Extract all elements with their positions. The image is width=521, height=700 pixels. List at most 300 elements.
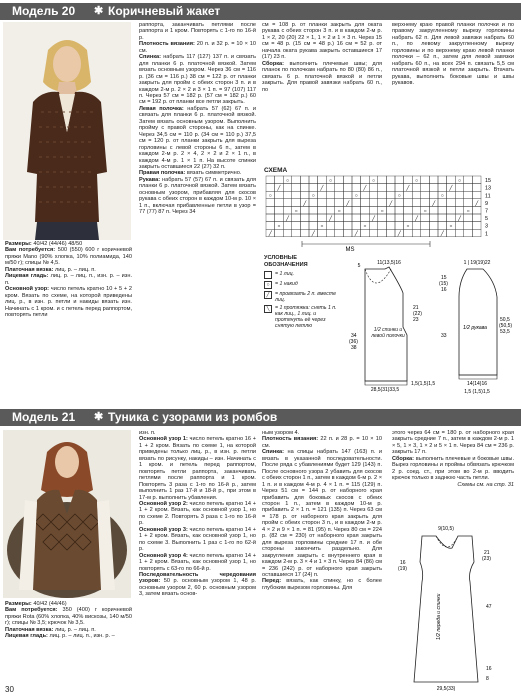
scheme-cell bbox=[283, 229, 292, 237]
scheme-symbol: ○ bbox=[294, 208, 298, 215]
scheme-cell bbox=[412, 206, 421, 214]
scheme-cell bbox=[335, 191, 344, 199]
scheme-symbol: ╱ bbox=[414, 216, 419, 222]
scheme-symbol: ○ bbox=[311, 193, 315, 200]
scheme-symbol: ╱ bbox=[346, 200, 350, 207]
m21-col3-p2: Спинка: на спицы набрать 147 (163) п. и вязать в указанной последовательности. После ряда с убавлениями будет 129 (143) п. После основного узора 2 убавить для скосов с обеих сторон 1 п., затем в каждом 6-м р. 2 × 1 п. и в каждом 4-м р. 4 × 1 п. = 115 (129) п. Через 51 см = 144 р. от наборного края прибавить для боковых скосов с обеих сторон 1 п., затем в каждом 10-м р. прибавить 2 × 1 п. = 121 (135) п. Через 63 см = 178 р. от наборного края закрыть для пройм с обеих сторон 3 п., и в каждом 2-м р. 4 × 2 и 9 × 1 п. = 81 (95) п. Через 80 см = 224 р. (82 см = 230) от наборного края закрыть для выреза горловины средние 17 п. и обе стороны закончить раздельно. Для закругления закрыть с внутреннего края в каждом 2-м р. 3 × 4 и 1 × 3 п. Через 84 (86) см = 236 (242) р. от наборного края закрыть оставшиеся 17 (24) п. bbox=[262, 449, 382, 578]
scheme-cell bbox=[472, 214, 481, 222]
model-20-header bbox=[0, 3, 521, 20]
scheme-cell bbox=[292, 214, 301, 222]
scheme-symbol: ○ bbox=[328, 178, 333, 184]
scheme-cell bbox=[369, 191, 378, 199]
yarn-over-icon: ○ bbox=[264, 281, 272, 289]
m21-col4-p1: Сборка: выполнить плечевые и боковые швы. Вырез горловины и проймы обвязать крючком 2 р. соед. ст., при этом во 2-м р. вводить крючок только в заднюю часть петли. bbox=[392, 455, 514, 482]
back-label: Спинка: bbox=[139, 54, 162, 61]
star-icon: ✱ bbox=[94, 5, 104, 17]
scheme-cell bbox=[326, 222, 335, 230]
scheme-cell bbox=[438, 184, 447, 192]
model-21-number: Модель 21 bbox=[12, 410, 76, 424]
scheme-cell bbox=[300, 214, 309, 222]
scheme-cell bbox=[464, 199, 473, 207]
sleeve-dim-15: 15 bbox=[441, 275, 447, 281]
scheme-cell bbox=[404, 191, 413, 199]
scheme-cell bbox=[404, 206, 413, 214]
m21-garter-value: лиц. р. – лиц. п. bbox=[54, 626, 96, 633]
k2tog-icon: ╱ bbox=[264, 291, 272, 299]
scheme-cell bbox=[266, 176, 275, 184]
scheme-cell bbox=[275, 199, 284, 207]
scheme-cell bbox=[292, 191, 301, 199]
scheme-cell bbox=[412, 222, 421, 230]
dim-34: 34 bbox=[351, 333, 357, 339]
sleeve-dim-16: 16 bbox=[441, 287, 447, 293]
knit-stitch-icon bbox=[264, 271, 272, 279]
scheme-chart bbox=[262, 174, 512, 254]
scheme-cell bbox=[300, 222, 309, 230]
scheme-cell bbox=[429, 214, 438, 222]
tunic-dim-width: 29,5(33) bbox=[436, 686, 456, 692]
scheme-cell bbox=[386, 191, 395, 199]
scheme-cell bbox=[464, 191, 473, 199]
scheme-symbol: ○ bbox=[380, 208, 384, 215]
scheme-cell bbox=[300, 206, 309, 214]
scheme-symbol: ○ bbox=[397, 193, 401, 200]
scheme-cell bbox=[412, 191, 421, 199]
scheme-cell bbox=[447, 176, 456, 184]
m21-sizes-value: 40/42 (44/46) bbox=[33, 601, 67, 607]
scheme-symbol: ╱ bbox=[406, 185, 410, 192]
scheme-cell bbox=[429, 206, 438, 214]
m21-sizes-label: Размеры: bbox=[5, 601, 32, 607]
scheme-cell bbox=[326, 184, 335, 192]
scheme-cell bbox=[464, 184, 473, 192]
yarn-value: 500 (550) 600 г коричневой пряжи Mano (90% хлопка, 10% полиамида, 140 м/50 г); спицы № 4,5. bbox=[5, 247, 132, 267]
sleeve-dim-width: 14(14)16 bbox=[466, 381, 488, 387]
stockinette-value: лиц. р. – лиц. п., изн. р. – изн. п. bbox=[5, 273, 132, 286]
scheme-cell bbox=[300, 184, 309, 192]
m21-col2-p2: Основной узор 2: число петель кратно 14 + 1 + 2 кром. Вязать, как основной узор 1, но по схеме 2. Повторять 3 раза с 1-го по 16-й р. bbox=[139, 500, 256, 527]
yarn-label: Вам потребуется: bbox=[5, 247, 56, 254]
tunic-dim-19: (19) bbox=[398, 566, 407, 572]
scheme-cell bbox=[421, 229, 430, 237]
sleeve-dim-top: 1 | 19(19)22 bbox=[463, 260, 491, 266]
tunic-schematic bbox=[392, 522, 517, 694]
tunic-dim-47: 47 bbox=[486, 604, 492, 610]
scheme-ms-label: MS bbox=[345, 247, 355, 253]
scheme-cell bbox=[369, 184, 378, 192]
scheme-cell bbox=[386, 222, 395, 230]
scheme-cell bbox=[283, 184, 292, 192]
scheme-symbol: ○ bbox=[320, 223, 324, 230]
model-20-number: Модель 20 bbox=[12, 4, 76, 18]
m21-col2-p4: Основной узор 4: число петель кратно 14 + 1 + 2 кром. Вязать, как основной узор 1, но повторять с 63-го по 66-й р. bbox=[139, 552, 256, 572]
left-front-value: набрать 57 (62) 67 п. и связать для планки 6 р. платочной вязкой. Затем вязать основным узором. Выполнить пройму с правой стороны, как на спинке. Через 34,5 см = 110 р. (34 см = 110 р.) 37,5 см = 120 р. от планки закрыть для выреза горловины с левой стороны 6 п., затем в каждом 2-м р. 2 × 4, 2 × 2 и 2 × 1 п., в каждом 4-м р. 1 × 1 п. На высоте спинки закрыть оставшиеся 22 (27) 32 п. bbox=[139, 105, 256, 170]
scheme-symbol: ○ bbox=[277, 223, 281, 230]
model-21-column-2 bbox=[139, 430, 256, 692]
scheme-cell bbox=[326, 229, 335, 237]
scheme-symbol: ╱ bbox=[363, 185, 367, 192]
model-20-column-1 bbox=[5, 241, 132, 398]
scheme-cell bbox=[292, 222, 301, 230]
scheme-symbol: ╱ bbox=[371, 216, 376, 222]
scheme-cell bbox=[472, 191, 481, 199]
scheme-cell bbox=[438, 206, 447, 214]
scheme-symbol: ○ bbox=[406, 223, 410, 230]
scheme-cell bbox=[455, 184, 464, 192]
scheme-cell bbox=[352, 214, 361, 222]
scheme-cell bbox=[326, 191, 335, 199]
scheme-cell bbox=[395, 222, 404, 230]
scheme-cell bbox=[283, 206, 292, 214]
scheme-cell bbox=[361, 199, 370, 207]
scheme-cell bbox=[283, 222, 292, 230]
sizes-label: Размеры: bbox=[5, 241, 32, 247]
scheme-cell bbox=[464, 222, 473, 230]
scheme-cell bbox=[429, 222, 438, 230]
m21-col3-p0: ным узором 4. bbox=[262, 430, 300, 436]
dim-5: 5 bbox=[357, 263, 361, 269]
scheme-symbol: ╱ bbox=[285, 216, 290, 222]
back-front-schematic bbox=[345, 257, 435, 397]
scheme-symbol: ○ bbox=[337, 208, 341, 215]
scheme-cell bbox=[309, 222, 318, 230]
scheme-cell bbox=[300, 229, 309, 237]
scheme-symbol: ○ bbox=[414, 178, 419, 184]
tunic-dim-16b: 16 bbox=[486, 666, 492, 672]
scheme-symbol: ○ bbox=[363, 223, 367, 230]
scheme-cell bbox=[412, 199, 421, 207]
scheme-cell bbox=[455, 206, 464, 214]
scheme-cell bbox=[378, 229, 387, 237]
scheme-cell bbox=[266, 184, 275, 192]
col2-text: раппорта, заканчивать петлями после раппорта и 1 кром. Повторять с 1-го по 16-й р. bbox=[139, 22, 256, 41]
tunic-label: 1/2 переда и спинки bbox=[436, 593, 442, 640]
scheme-cell bbox=[352, 184, 361, 192]
scheme-cell bbox=[352, 206, 361, 214]
scheme-cell bbox=[318, 199, 327, 207]
scheme-cell bbox=[447, 214, 456, 222]
m21-col2-p1: Основной узор 1: число петель кратно 16 + 1 + 2 кром. Вязать по схеме 1, на которой приведены только лиц. р., в изн. р. петли вязать по рисунку, накиды – изн. Начинать с 1 кром. и петель перед раппортом, повторять петли раппорта, заканчивать петлями после раппорта и 1 кром. Повторять 3 раза с 1-го по 16-й р., затем выполнить 1 раз 17-й и 18-й р., при этом в 17-м р. выполнить убавления. bbox=[139, 436, 256, 501]
dim-38: 38 bbox=[351, 345, 357, 351]
scheme-cell bbox=[429, 176, 438, 184]
star-icon: ✱ bbox=[94, 411, 104, 423]
sizes-value: 40/42 (44/46) 48/50 bbox=[33, 241, 83, 247]
scheme-cell bbox=[292, 199, 301, 207]
model-21-column-3 bbox=[262, 430, 382, 692]
scheme-cell bbox=[361, 191, 370, 199]
tunic-dim-8: 8 bbox=[486, 676, 489, 682]
density-value: 20 п. и 32 р. = 10 × 10 см. bbox=[139, 41, 256, 54]
scheme-cell bbox=[464, 214, 473, 222]
scheme-cell bbox=[438, 199, 447, 207]
m21-col3-p3: Перед: вязать, как спинку, но с более глубоким вырезом горловины. Для bbox=[262, 578, 382, 591]
dim-22: (22) bbox=[413, 311, 422, 317]
scheme-symbol: ╱ bbox=[268, 231, 272, 238]
m21-yarn-value: 350 (400) г коричневой пряжи Rota (60% хлопка, 40% вискозы, 140 м/50 г); спицы № 3,5; крючок № 3,5. bbox=[5, 607, 132, 627]
scheme-cell bbox=[361, 229, 370, 237]
scheme-symbol: ○ bbox=[466, 208, 470, 215]
scheme-row-label: 3 bbox=[485, 223, 488, 230]
scheme-symbol: ╱ bbox=[320, 185, 324, 192]
scheme-cell bbox=[343, 229, 352, 237]
scheme-cell bbox=[464, 176, 473, 184]
scheme-row-label: 5 bbox=[485, 216, 488, 223]
scheme-cell bbox=[404, 199, 413, 207]
scheme-row-label: 7 bbox=[485, 208, 488, 215]
scheme-cell bbox=[335, 222, 344, 230]
scheme-cell bbox=[335, 184, 344, 192]
scheme-cell bbox=[335, 199, 344, 207]
scheme-cell bbox=[395, 214, 404, 222]
scheme-cell bbox=[343, 191, 352, 199]
scheme-cell bbox=[378, 191, 387, 199]
scheme-cell bbox=[343, 184, 352, 192]
dim-15: 1,5(1,5)1,5 bbox=[411, 381, 435, 387]
sleeve-dim-band: 1,5 (1,5)1,5 bbox=[464, 389, 490, 395]
scheme-cell bbox=[447, 191, 456, 199]
scheme-cell bbox=[404, 176, 413, 184]
scheme-cell bbox=[326, 199, 335, 207]
scheme-cell bbox=[369, 199, 378, 207]
scheme-symbol: ○ bbox=[457, 178, 462, 184]
scheme-cell bbox=[343, 222, 352, 230]
scheme-cell bbox=[309, 184, 318, 192]
scheme-symbol: ○ bbox=[268, 193, 272, 200]
scheme-cell bbox=[326, 206, 335, 214]
scheme-cell bbox=[292, 176, 301, 184]
scheme-cell bbox=[378, 222, 387, 230]
m21-col2-p5: Последовательность чередования узоров: 50 р. основным узором 1, 48 р. основным узором 2, 60 р. основным узором 3, затем вязать основ- bbox=[139, 571, 256, 598]
sleeve-dim-15b: (15) bbox=[439, 281, 448, 287]
model-20-title: Коричневый жакет bbox=[108, 4, 221, 18]
model-20-column-4 bbox=[392, 22, 514, 162]
scheme-cell bbox=[386, 214, 395, 222]
scheme-symbol: ○ bbox=[354, 193, 358, 200]
scheme-cell bbox=[472, 206, 481, 214]
scheme-cell bbox=[404, 214, 413, 222]
scheme-cell bbox=[335, 229, 344, 237]
scheme-cell bbox=[300, 191, 309, 199]
scheme-cell bbox=[395, 176, 404, 184]
scheme-symbol: ╱ bbox=[328, 216, 333, 222]
scheme-symbol: ○ bbox=[285, 178, 290, 184]
scheme-cell bbox=[438, 176, 447, 184]
scheme-symbol: ╱ bbox=[303, 200, 307, 207]
scheme-cell bbox=[266, 199, 275, 207]
legend-item-2: = 1 накид bbox=[275, 281, 298, 287]
scheme-cell bbox=[275, 214, 284, 222]
scheme-cell bbox=[395, 199, 404, 207]
scheme-cell bbox=[412, 184, 421, 192]
scheme-cell bbox=[275, 191, 284, 199]
scheme-cell bbox=[335, 214, 344, 222]
scheme-cell bbox=[309, 199, 318, 207]
scheme-symbol: ╱ bbox=[440, 231, 444, 238]
m21-col3-p1: Плотность вязания: 22 п. и 28 р. = 10 × 10 см. bbox=[262, 436, 382, 449]
model-21-photo bbox=[3, 430, 131, 598]
dim-23: 23 bbox=[413, 317, 419, 323]
scheme-cell bbox=[378, 176, 387, 184]
scheme-cell bbox=[429, 191, 438, 199]
model-20-column-2 bbox=[139, 22, 256, 398]
scheme-cell bbox=[455, 229, 464, 237]
garter-value: лиц. р. – лиц. п. bbox=[54, 266, 96, 273]
scheme-cell bbox=[472, 229, 481, 237]
scheme-symbol: ╱ bbox=[397, 231, 401, 238]
scheme-cell bbox=[369, 206, 378, 214]
scheme-cell bbox=[429, 184, 438, 192]
scheme-cell bbox=[404, 229, 413, 237]
sleeve-schematic bbox=[437, 257, 519, 397]
scheme-cell bbox=[309, 176, 318, 184]
scheme-cell bbox=[292, 184, 301, 192]
m21-col4-p0: этого через 64 см = 180 р. от наборного края закрыть средние 7 п., затем в каждом 2-м р. 1 × 5, 1 × 3, 1 × 2 и 5 × 1 п. Через 84 см = 236 р. закрыть 17 п. bbox=[392, 430, 514, 456]
scheme-symbol: ○ bbox=[371, 178, 376, 184]
main-pattern-label: Основной узор: bbox=[5, 286, 50, 293]
scheme-cell bbox=[275, 206, 284, 214]
sleeve-dim-53: 53,5 bbox=[500, 329, 510, 335]
scheme-cell bbox=[455, 222, 464, 230]
scheme-cell bbox=[275, 229, 284, 237]
model-21-header bbox=[0, 409, 521, 426]
scheme-cell bbox=[318, 206, 327, 214]
scheme-symbol: ╱ bbox=[311, 231, 315, 238]
col3-text: см = 108 р. от планки закрыть для оката рукава с обеих сторон 3 п. и в каждом 2-м р. 1 × 2, 20 (20) 22 × 1, 1 × 2 и 1 × 3 п. Через 15 см = 48 р. (15 см = 48 р.) 16 см = 52 р. от начала оката рукава закрыть оставшиеся 17 (17) 23 п. bbox=[262, 22, 382, 61]
m21-garter-label: Платочная вязка: bbox=[5, 626, 54, 633]
stockinette-label: Лицевая гладь: bbox=[5, 273, 49, 280]
scheme-cell bbox=[309, 214, 318, 222]
model-21-column-1 bbox=[5, 601, 132, 681]
scheme-cell bbox=[318, 214, 327, 222]
scheme-cell bbox=[343, 214, 352, 222]
scheme-row-label: 13 bbox=[485, 185, 491, 192]
scheme-cell bbox=[472, 184, 481, 192]
sleeve-dim-33: 33 bbox=[441, 333, 447, 339]
m21-col2-p3: Основной узор 3: число петель кратно 14 + 1 + 2 кром. Вязать, как основной узор 1, но по схеме 3. Выполнить 1 раз с 1-го по 62-й р. bbox=[139, 526, 256, 553]
scheme-cell bbox=[352, 176, 361, 184]
scheme-symbol: ╱ bbox=[277, 185, 281, 192]
legend-item-1: = 1 лиц. bbox=[275, 271, 295, 277]
sleeve-dim-50: 50,5 bbox=[500, 317, 510, 323]
model-21-column-4 bbox=[392, 430, 514, 520]
model-20-photo bbox=[3, 22, 131, 240]
assembly-label: Сборка: bbox=[262, 60, 285, 67]
scheme-cell bbox=[292, 229, 301, 237]
scheme-cell bbox=[421, 191, 430, 199]
ssk-icon: ╲ bbox=[264, 305, 272, 313]
scheme-cell bbox=[318, 176, 327, 184]
scheme-symbol: ╱ bbox=[457, 216, 462, 222]
scheme-cell bbox=[455, 191, 464, 199]
scheme-cell bbox=[318, 229, 327, 237]
back-front-label: 1/2 спинки и левой полочки bbox=[371, 327, 405, 339]
right-front-label: Правая полочка: bbox=[139, 170, 186, 177]
m21-stockinette-value: лиц. р. – лиц. п., изн. р. – bbox=[49, 633, 115, 640]
scheme-cell bbox=[386, 184, 395, 192]
scheme-cell bbox=[378, 184, 387, 192]
dim-width: 28,5(31)33,5 bbox=[370, 387, 400, 393]
tunic-dim-top: 9(10,5) bbox=[438, 526, 454, 532]
legend-item-3: = провязать 2 п. вместе лиц. bbox=[275, 291, 337, 303]
scheme-cell bbox=[464, 229, 473, 237]
right-front-value: вязать симметрично. bbox=[186, 170, 242, 177]
scheme-symbol: ╱ bbox=[354, 231, 358, 238]
sleeves-label: Рукава: bbox=[139, 176, 161, 183]
scheme-cell bbox=[421, 222, 430, 230]
tunic-dim-16: 16 bbox=[400, 560, 406, 566]
m21-stockinette-label: Лицевая гладь: bbox=[5, 633, 48, 640]
dim-top: 11(13,5)16 bbox=[377, 260, 401, 266]
scheme-cell bbox=[266, 222, 275, 230]
scheme-cell bbox=[421, 214, 430, 222]
page-number: 30 bbox=[5, 685, 14, 694]
scheme-row-label: 11 bbox=[485, 193, 491, 200]
assembly-value: выполнить плечевые швы; для планок по полочкам набрать по 80 (80) 86 п., связать 6 р. платочной вязкой и петли закрыть. Для правой завязки набрать 60 п., по bbox=[262, 60, 382, 93]
scheme-cell bbox=[343, 176, 352, 184]
scheme-symbol: ○ bbox=[449, 223, 453, 230]
tunic-dim-21: 21 bbox=[484, 550, 490, 556]
scheme-cell bbox=[421, 184, 430, 192]
scheme-cell bbox=[369, 229, 378, 237]
legend bbox=[264, 255, 342, 355]
scheme-cell bbox=[283, 199, 292, 207]
scheme-cell bbox=[352, 199, 361, 207]
sleeve-dim-50b: (50,5) bbox=[499, 323, 513, 329]
scheme-cell bbox=[309, 206, 318, 214]
scheme-symbol: ╱ bbox=[475, 200, 479, 207]
scheme-symbol: ╱ bbox=[389, 200, 393, 207]
scheme-cell bbox=[266, 214, 275, 222]
scheme-cell bbox=[352, 222, 361, 230]
scheme-cell bbox=[472, 222, 481, 230]
legend-title: УСЛОВНЫЕ ОБОЗНАЧЕНИЯ bbox=[264, 255, 308, 268]
scheme-cell bbox=[361, 214, 370, 222]
scheme-cell bbox=[386, 229, 395, 237]
sleeves-value: набрать 57 (57) 67 п. и связать для планки 6 р. платочной вязкой. Затем вязать основным узором, прибавляя для скосов рукава с обеих сторон в каждом 10-м р. 10 × 1 п., включая прибавленные петли в узор = 77 (77) 87 п. Через 34 bbox=[139, 176, 256, 216]
scheme-cell bbox=[421, 199, 430, 207]
scheme-cell bbox=[455, 199, 464, 207]
scheme-cell bbox=[386, 206, 395, 214]
col4-text: верхнему краю правой планки полочки и по правому закругленному вырезу горловины набрать 62 п. Для левой завязки набрать 60 п., по левому закругленному вырезу горловины и по верхнему краю левой планки полочки – 62 п., затем для левой завязки набрать 60 п., на всех 294 п. связать 5,5 см платочной вязкой и петли закрыть. Втачать рукава, выполнить боковые швы и швы рукавов. bbox=[392, 22, 514, 87]
sleeve-label: 1/2 рукава bbox=[463, 325, 487, 331]
scheme-cell bbox=[378, 214, 387, 222]
scheme-cell bbox=[361, 176, 370, 184]
m21-col4-p2: Схемы см. на стр. 31 bbox=[457, 481, 514, 488]
legend-item-4: = 1 протяжка: снять 1 п. как лиц., 1 лиц. и протянуть её через снятую петлю bbox=[275, 305, 337, 329]
scheme-cell bbox=[447, 229, 456, 237]
scheme-symbol: ╱ bbox=[432, 200, 436, 207]
scheme-cell bbox=[266, 206, 275, 214]
m21-yarn-label: Вам потребуется: bbox=[5, 607, 58, 614]
scheme-cell bbox=[429, 229, 438, 237]
scheme-cell bbox=[421, 176, 430, 184]
scheme-cell bbox=[395, 184, 404, 192]
scheme-cell bbox=[335, 176, 344, 184]
scheme-cell bbox=[472, 176, 481, 184]
scheme-cell bbox=[283, 191, 292, 199]
main-pattern-value: число петель кратно 10 + 5 + 2 кром. Вязать по схеме, на которой приведены лиц. р., в изн. р. петли и накиды вязать изн. Начинать с 1 кром. и с петель перед раппортом, повторять петли bbox=[5, 286, 132, 318]
scheme-cell bbox=[318, 191, 327, 199]
scheme-cell bbox=[412, 229, 421, 237]
scheme-symbol: ○ bbox=[423, 208, 427, 215]
scheme-cell bbox=[275, 176, 284, 184]
scheme-cell bbox=[361, 206, 370, 214]
scheme-cell bbox=[395, 206, 404, 214]
garter-label: Платочная вязка: bbox=[5, 266, 54, 273]
scheme-symbol: ○ bbox=[440, 193, 444, 200]
scheme-row-label: 15 bbox=[485, 178, 491, 185]
scheme-row-label: 1 bbox=[485, 231, 488, 238]
